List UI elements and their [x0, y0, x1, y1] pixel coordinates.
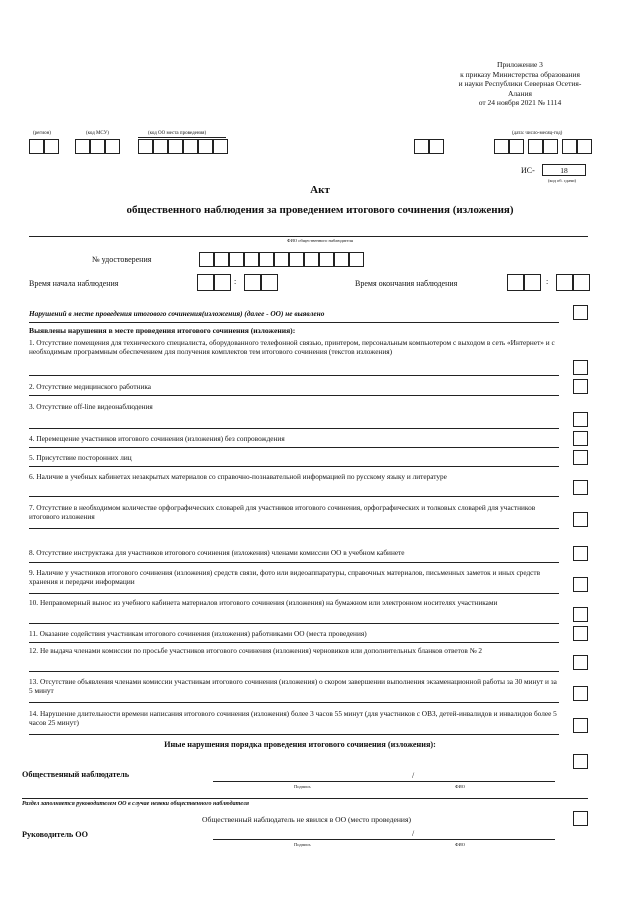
- cert-cell[interactable]: [304, 252, 319, 267]
- code-cell[interactable]: [90, 139, 105, 154]
- cert-label: № удостоверения: [92, 255, 152, 264]
- cert-cell[interactable]: [229, 252, 244, 267]
- violation-item: 1. Отсутствие помещения для технического специалиста, оборудованного телефонной связью, принтером, персональным компьютером с выходом в сеть «Интернет» и с необходимым программным обеспечением для получения комплектов тем итогового сочинения (текстов изложения): [29, 338, 555, 357]
- fio-line[interactable]: [29, 236, 588, 237]
- divider: [29, 734, 559, 735]
- violation-checkbox[interactable]: [573, 626, 588, 641]
- code-cell[interactable]: [138, 139, 153, 154]
- violation-checkbox[interactable]: [573, 431, 588, 446]
- divider: [29, 375, 559, 376]
- date-cell[interactable]: [543, 139, 558, 154]
- director-slash: /: [412, 829, 415, 838]
- code-cell[interactable]: [75, 139, 90, 154]
- violation-checkbox[interactable]: [573, 718, 588, 733]
- start-colon: :: [234, 277, 237, 286]
- is-caption: (код об. сдачи): [548, 178, 577, 183]
- section-note: Раздел заполняется руководителем ОО в случае неявки общественного наблюдателя: [22, 801, 249, 807]
- violation-item: 14. Нарушение длительности времени написания итогового сочинения (изложения) более 3 часов 55 минут (для участников с ОВЗ, детей-инвалидов и инвалидов более 5 часов 25 минут): [29, 709, 557, 728]
- end-min-cell[interactable]: [556, 274, 573, 291]
- date-cell[interactable]: [577, 139, 592, 154]
- divider: [29, 395, 559, 396]
- observer-label: Общественный наблюдатель: [22, 770, 130, 779]
- cert-cell[interactable]: [289, 252, 304, 267]
- violation-checkbox[interactable]: [573, 480, 588, 495]
- divider: [29, 447, 559, 448]
- start-time-label: Время начала наблюдения: [29, 279, 119, 288]
- violation-item: 8. Отсутствие инструктажа для участников итогового сочинения (изложения) членами комиссии ОО в учебном кабинете: [29, 548, 405, 557]
- violation-item: 2. Отсутствие медицинского работника: [29, 382, 152, 391]
- appendix-line: от 24 ноября 2021 № 1114: [478, 98, 562, 107]
- code-cell[interactable]: [429, 139, 444, 154]
- violation-item: 3. Отсутствие off-line видеонаблюдения: [29, 402, 153, 411]
- end-hour-cell[interactable]: [507, 274, 524, 291]
- divider: [29, 496, 559, 497]
- end-min-cell[interactable]: [573, 274, 590, 291]
- observer-fio-caption: ФИО: [455, 784, 466, 789]
- end-hour-cell[interactable]: [524, 274, 541, 291]
- violation-item: 5. Присутствие посторонних лиц: [29, 453, 132, 462]
- other-header: Иные нарушения порядка проведения итогового сочинения (изложения):: [164, 740, 436, 749]
- code-cell[interactable]: [414, 139, 429, 154]
- date-caption: (дата: число-месяц-год): [512, 131, 563, 136]
- no-violations-text: Нарушений в месте проведения итогового сочинения(изложения) (далее - ОО) не выявлено: [29, 309, 325, 318]
- cert-cell[interactable]: [259, 252, 274, 267]
- is-number-field[interactable]: 18: [542, 164, 586, 176]
- violation-checkbox[interactable]: [573, 360, 588, 375]
- divider: [29, 642, 559, 643]
- divider: [29, 671, 559, 672]
- act-subtitle: общественного наблюдения за проведением итогового сочинения (изложения): [126, 204, 514, 216]
- mcu-caption: (код МСУ): [86, 131, 109, 136]
- oo-caption: (код ОО места проведения): [148, 131, 207, 136]
- violation-item: 6. Наличие в учебных кабинетах незакрытых материалов со справочно-познавательной информацией по русскому языку и литературе: [29, 472, 447, 481]
- appendix-line: к приказу Министерства образования: [460, 69, 580, 79]
- found-header: Выявлены нарушения в месте проведения итогового сочинения (изложения):: [29, 326, 296, 335]
- start-hour-cell[interactable]: [214, 274, 231, 291]
- region-caption: (регион): [33, 131, 51, 136]
- cert-cell[interactable]: [349, 252, 364, 267]
- director-label: Руководитель ОО: [22, 830, 89, 839]
- code-cell[interactable]: [105, 139, 120, 154]
- cert-cell[interactable]: [199, 252, 214, 267]
- code-cell[interactable]: [44, 139, 59, 154]
- date-cell[interactable]: [528, 139, 543, 154]
- violation-checkbox[interactable]: [573, 546, 588, 561]
- appendix-line: и науки Республики Северная Осетия-: [458, 79, 582, 88]
- violation-item: 7. Отсутствие в необходимом количестве орфографических словарей для участников итогового сочинения, орфографических и толковых словарей для участников итогового изложения: [29, 503, 536, 522]
- violation-checkbox[interactable]: [573, 686, 588, 701]
- oo-caption-underline: [138, 137, 226, 138]
- cert-cell[interactable]: [319, 252, 334, 267]
- violation-checkbox[interactable]: [573, 450, 588, 465]
- appendix-line: Приложение 3: [497, 60, 543, 69]
- divider: [29, 466, 559, 467]
- date-cell[interactable]: [494, 139, 509, 154]
- no-show-checkbox[interactable]: [573, 811, 588, 826]
- other-checkbox[interactable]: [573, 754, 588, 769]
- violation-item: 9. Наличие у участников итогового сочинения (изложения) средств связи, фото или видеоаппаратуры, справочных материалов, письменных заметок и иных средств хранения и передачи информации: [29, 568, 541, 587]
- code-cell[interactable]: [29, 139, 44, 154]
- code-cell[interactable]: [183, 139, 198, 154]
- violation-item: 10. Неправомерный вынос из учебного кабинета материалов итогового сочинения (изложения) на бумажном или электронном носителях участниками: [29, 598, 498, 607]
- divider: [22, 798, 588, 799]
- end-time-label: Время окончания наблюдения: [355, 279, 458, 288]
- violation-checkbox[interactable]: [573, 512, 588, 527]
- divider: [29, 528, 559, 529]
- code-cell[interactable]: [198, 139, 213, 154]
- cert-cell[interactable]: [244, 252, 259, 267]
- cert-cell[interactable]: [334, 252, 349, 267]
- observer-sign-caption: Подпись: [294, 784, 311, 789]
- violation-checkbox[interactable]: [573, 655, 588, 670]
- violation-checkbox[interactable]: [573, 607, 588, 622]
- director-sign-caption: Подпись: [294, 842, 311, 847]
- no-show-text: Общественный наблюдатель не явился в ОО (место проведения): [202, 815, 412, 824]
- start-min-cell[interactable]: [244, 274, 261, 291]
- divider: [29, 702, 559, 703]
- divider: [29, 593, 559, 594]
- director-fio-caption: ФИО: [455, 842, 466, 847]
- appendix-line: Алания: [508, 88, 532, 98]
- divider: [29, 428, 559, 429]
- observer-slash: /: [412, 771, 415, 780]
- divider: [29, 322, 559, 323]
- code-cell[interactable]: [168, 139, 183, 154]
- code-cell[interactable]: [153, 139, 168, 154]
- code-cell[interactable]: [213, 139, 228, 154]
- fio-caption: ФИО общественного наблюдателя: [287, 238, 353, 243]
- violation-checkbox[interactable]: [573, 412, 588, 427]
- violation-item: 13. Отсутствие объявления членами комиссии участникам итогового сочинения (изложения) о скором завершении выполнения экзаменационной работы за 30 минут и за 5 минут: [29, 677, 557, 696]
- cert-cell[interactable]: [214, 252, 229, 267]
- cert-cell[interactable]: [274, 252, 289, 267]
- no-violations-checkbox[interactable]: [573, 305, 588, 320]
- date-cell[interactable]: [509, 139, 524, 154]
- violation-item: 12. Не выдача членами комиссии по просьбе участников итогового сочинения (изложения) черновиков или дополнительных бланков ответов № 2: [29, 646, 483, 655]
- divider: [29, 562, 559, 563]
- end-colon: :: [546, 277, 549, 286]
- divider: [29, 623, 559, 624]
- violation-item: 11. Оказание содействия участникам итогового сочинения (изложения) работниками ОО (места проведения): [29, 629, 367, 638]
- observer-sign-line[interactable]: [213, 781, 555, 782]
- violation-item: 4. Перемещение участников итогового сочинения (изложения) без сопровождения: [29, 434, 285, 443]
- violation-checkbox[interactable]: [573, 577, 588, 592]
- violation-checkbox[interactable]: [573, 379, 588, 394]
- date-cell[interactable]: [562, 139, 577, 154]
- director-sign-line[interactable]: [213, 839, 555, 840]
- start-hour-cell[interactable]: [197, 274, 214, 291]
- act-title: Акт: [310, 184, 330, 196]
- start-min-cell[interactable]: [261, 274, 278, 291]
- appendix-block: [420, 60, 620, 108]
- is-prefix: ИС-: [521, 166, 535, 175]
